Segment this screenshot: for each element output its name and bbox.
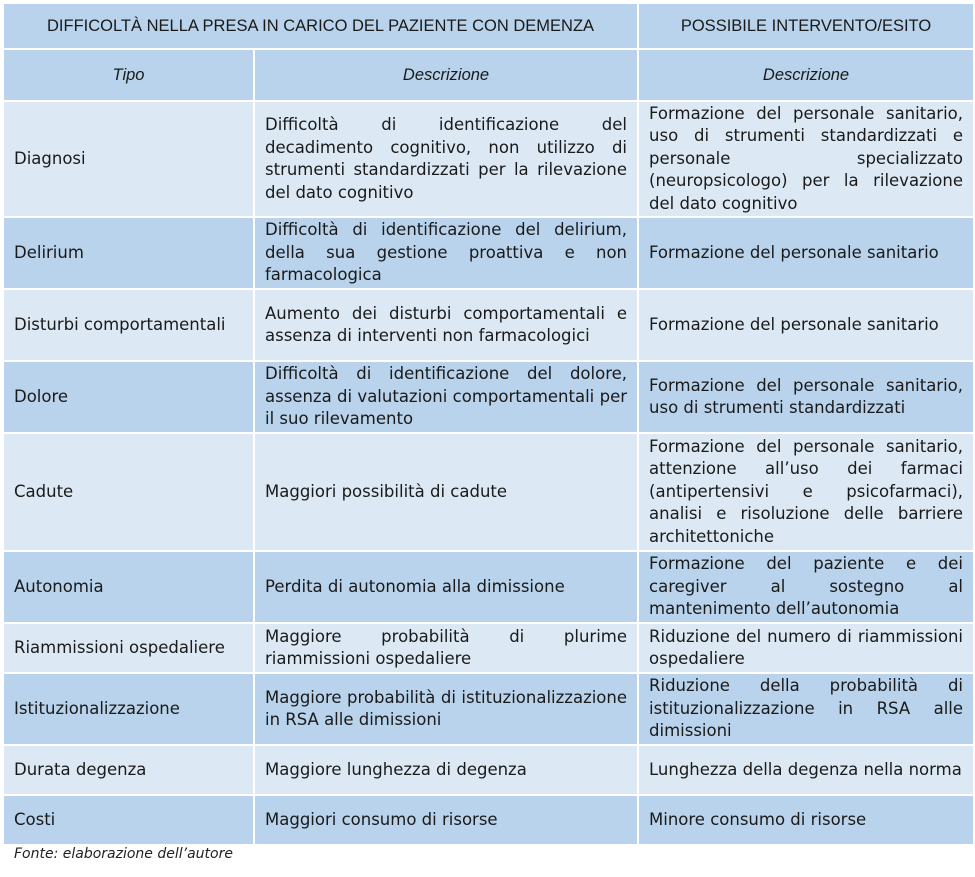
- row-tipo: Diagnosi: [3, 101, 254, 217]
- row-tipo: Disturbi comportamentali: [3, 289, 254, 361]
- subheader-descrizione-intervento: Descrizione: [638, 49, 974, 101]
- row-tipo: Delirium: [3, 217, 254, 289]
- header-difficolta: DIFFICOLTÀ NELLA PRESA IN CARICO DEL PAZIENTE CON DEMENZA: [3, 3, 638, 49]
- row-difficolta: Perdita di autonomia alla dimissione: [254, 551, 638, 623]
- row-intervento: Formazione del personale sanitario, attenzione all’uso dei farmaci (antipertensivi e psicofarmaci), analisi e risoluzione delle barriere architettoniche: [638, 433, 974, 551]
- table-row: [3, 289, 974, 361]
- row-intervento: Riduzione del numero di riammissioni ospedaliere: [638, 623, 974, 673]
- row-intervento: Formazione del personale sanitario: [638, 217, 974, 289]
- row-tipo: Costi: [3, 795, 254, 845]
- row-tipo: Autonomia: [3, 551, 254, 623]
- table-row: [3, 795, 974, 845]
- subheader-descrizione: Descrizione: [254, 49, 638, 101]
- row-difficolta: Difficoltà di identificazione del delirium, della sua gestione proattiva e non farmacologica: [254, 217, 638, 289]
- row-tipo: Istituzionalizzazione: [3, 673, 254, 745]
- row-intervento: Lunghezza della degenza nella norma: [638, 745, 974, 795]
- row-intervento: Formazione del personale sanitario: [638, 289, 974, 361]
- table-row: [3, 551, 974, 623]
- row-difficolta: Maggiore probabilità di istituzionalizzazione in RSA alle dimissioni: [254, 673, 638, 745]
- row-tipo: Riammissioni ospedaliere: [3, 623, 254, 673]
- row-intervento: Riduzione della probabilità di istituzionalizzazione in RSA alle dimissioni: [638, 673, 974, 745]
- header-intervento: POSSIBILE INTERVENTO/ESITO: [638, 3, 974, 49]
- row-difficolta: Aumento dei disturbi comportamentali e assenza di interventi non farmacologici: [254, 289, 638, 361]
- row-tipo: Cadute: [3, 433, 254, 551]
- table-row: [3, 101, 974, 217]
- table-row: [3, 623, 974, 673]
- row-intervento: Minore consumo di risorse: [638, 795, 974, 845]
- row-difficolta: Maggiori possibilità di cadute: [254, 433, 638, 551]
- row-difficolta: Maggiore lunghezza di degenza: [254, 745, 638, 795]
- table-row: [3, 745, 974, 795]
- row-difficolta: Maggiore probabilità di plurime riammissioni ospedaliere: [254, 623, 638, 673]
- subheader-tipo: Tipo: [3, 49, 254, 101]
- table-subheader-row: [3, 49, 974, 101]
- row-intervento: Formazione del personale sanitario, uso di strumenti standardizzati e personale specializzato (neuropsicologo) per la rilevazione del dato cognitivo: [638, 101, 974, 217]
- table-row: [3, 673, 974, 745]
- dementia-care-table: [2, 2, 975, 846]
- row-difficolta: Difficoltà di identificazione del dolore, assenza di valutazioni comportamentali per il suo rilevamento: [254, 361, 638, 433]
- table-row: [3, 217, 974, 289]
- row-intervento: Formazione del paziente e dei caregiver al sostegno al mantenimento dell’autonomia: [638, 551, 974, 623]
- table-row: [3, 433, 974, 551]
- row-intervento: Formazione del personale sanitario, uso di strumenti standardizzati: [638, 361, 974, 433]
- row-tipo: Dolore: [3, 361, 254, 433]
- row-difficolta: Difficoltà di identificazione del decadimento cognitivo, non utilizzo di strumenti standardizzati per la rilevazione del dato cognitivo: [254, 101, 638, 217]
- row-tipo: Durata degenza: [3, 745, 254, 795]
- table-header-row: [3, 3, 974, 49]
- source-note: Fonte: elaborazione dell’autore: [14, 846, 233, 862]
- table-row: [3, 361, 974, 433]
- row-difficolta: Maggiori consumo di risorse: [254, 795, 638, 845]
